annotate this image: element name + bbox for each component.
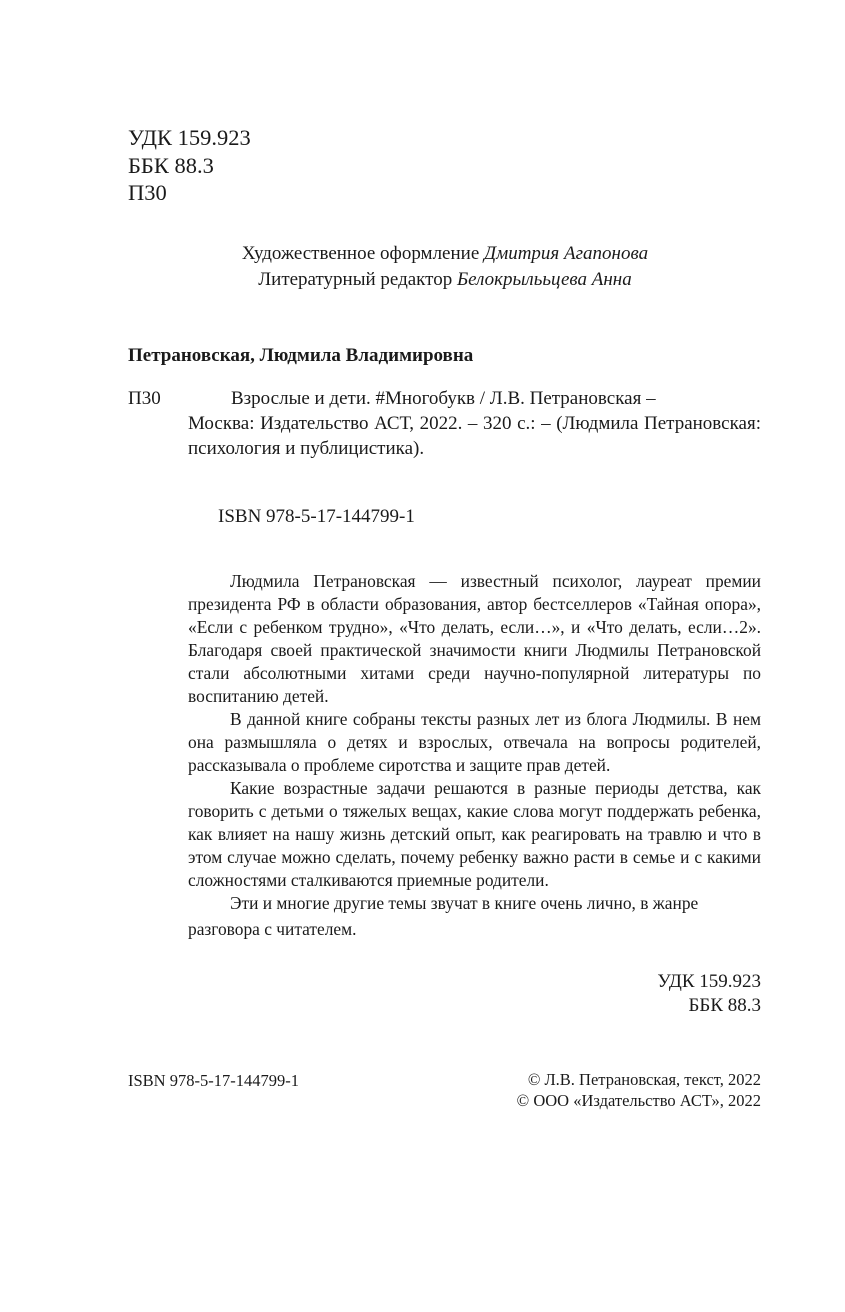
editor-name: Белокрылььцева Анна — [456, 269, 632, 290]
annotation-paragraph-3: Какие возрастные задачи решаются в разные периоды детства, как говорить с детьми о тяжелых вещах, какие слова могут поддержать ребенка, как влияет на нашу жизнь детский опыт, как реагировать на травлю и что в этом случае можно сделать, почему ребенку важно расти в семье и с какими сложностями сталкиваются приемные родители. — [188, 778, 761, 890]
classification-codes — [128, 124, 251, 207]
copyright-line-1: © Л.В. Петрановская, текст, 2022 — [527, 1070, 761, 1089]
udk-code-right: УДК 159.923 — [657, 971, 761, 992]
author-heading: Петрановская, Людмила Владимировна — [128, 345, 474, 366]
editor-label: Литературный редактор — [258, 269, 453, 290]
annotation — [188, 570, 761, 941]
design-label: Художественное оформление — [241, 243, 480, 264]
classification-codes-right — [657, 970, 761, 1018]
udk-code: УДК 159.923 — [128, 125, 251, 150]
bbk-code-right: ББК 88.3 — [688, 995, 761, 1016]
credits — [0, 241, 845, 293]
annotation-paragraph-1: Людмила Петрановская — известный психолог, лауреат премии президента РФ в области образования, автор бестселлеров «Тайная опора», «Если с ребенком трудно», «Что делать, если…», и «Что делать, если…2». Благодаря своей практической значимости книги Людмилы Петрановской стали абсолютными хитами среди научно-популярной литературы по воспитанию детей. — [188, 571, 761, 706]
biblio-line-2: Москва: Издательство АСТ, 2022. – 320 с.: – (Людмила Петрановская: психология и публицистика). — [188, 413, 761, 459]
editor-credit — [0, 267, 845, 293]
design-credit — [0, 241, 845, 267]
biblio-line-1: Взрослые и дети. #Многобукв / Л.В. Петрановская – — [231, 388, 656, 409]
annotation-paragraph-4-tail: разговора с читателем. — [188, 919, 357, 939]
annotation-paragraph-4: Эти и многие другие темы звучат в книге очень лично, в жанре — [230, 893, 699, 913]
bbk-code: ББК 88.3 — [128, 152, 214, 178]
isbn-bottom: ISBN 978-5-17-144799-1 — [128, 1071, 299, 1090]
copyright-line-2: © ООО «Издательство АСТ», 2022 — [516, 1091, 761, 1110]
design-name: Дмитрия Агапонова — [484, 243, 649, 264]
isbn-top: ISBN 978-5-17-144799-1 — [218, 506, 415, 527]
annotation-paragraph-2: В данной книге собраны тексты разных лет из блога Людмилы. В нем она размышляла о детях и взрослых, отвечала на вопросы родителей, рассказывала о проблеме сиротства и защите прав детей. — [188, 709, 761, 775]
author-mark: П30 — [128, 180, 167, 205]
catalog-code: П30 — [128, 388, 161, 409]
copyright — [517, 1069, 761, 1111]
bibliographic-description — [188, 386, 761, 461]
